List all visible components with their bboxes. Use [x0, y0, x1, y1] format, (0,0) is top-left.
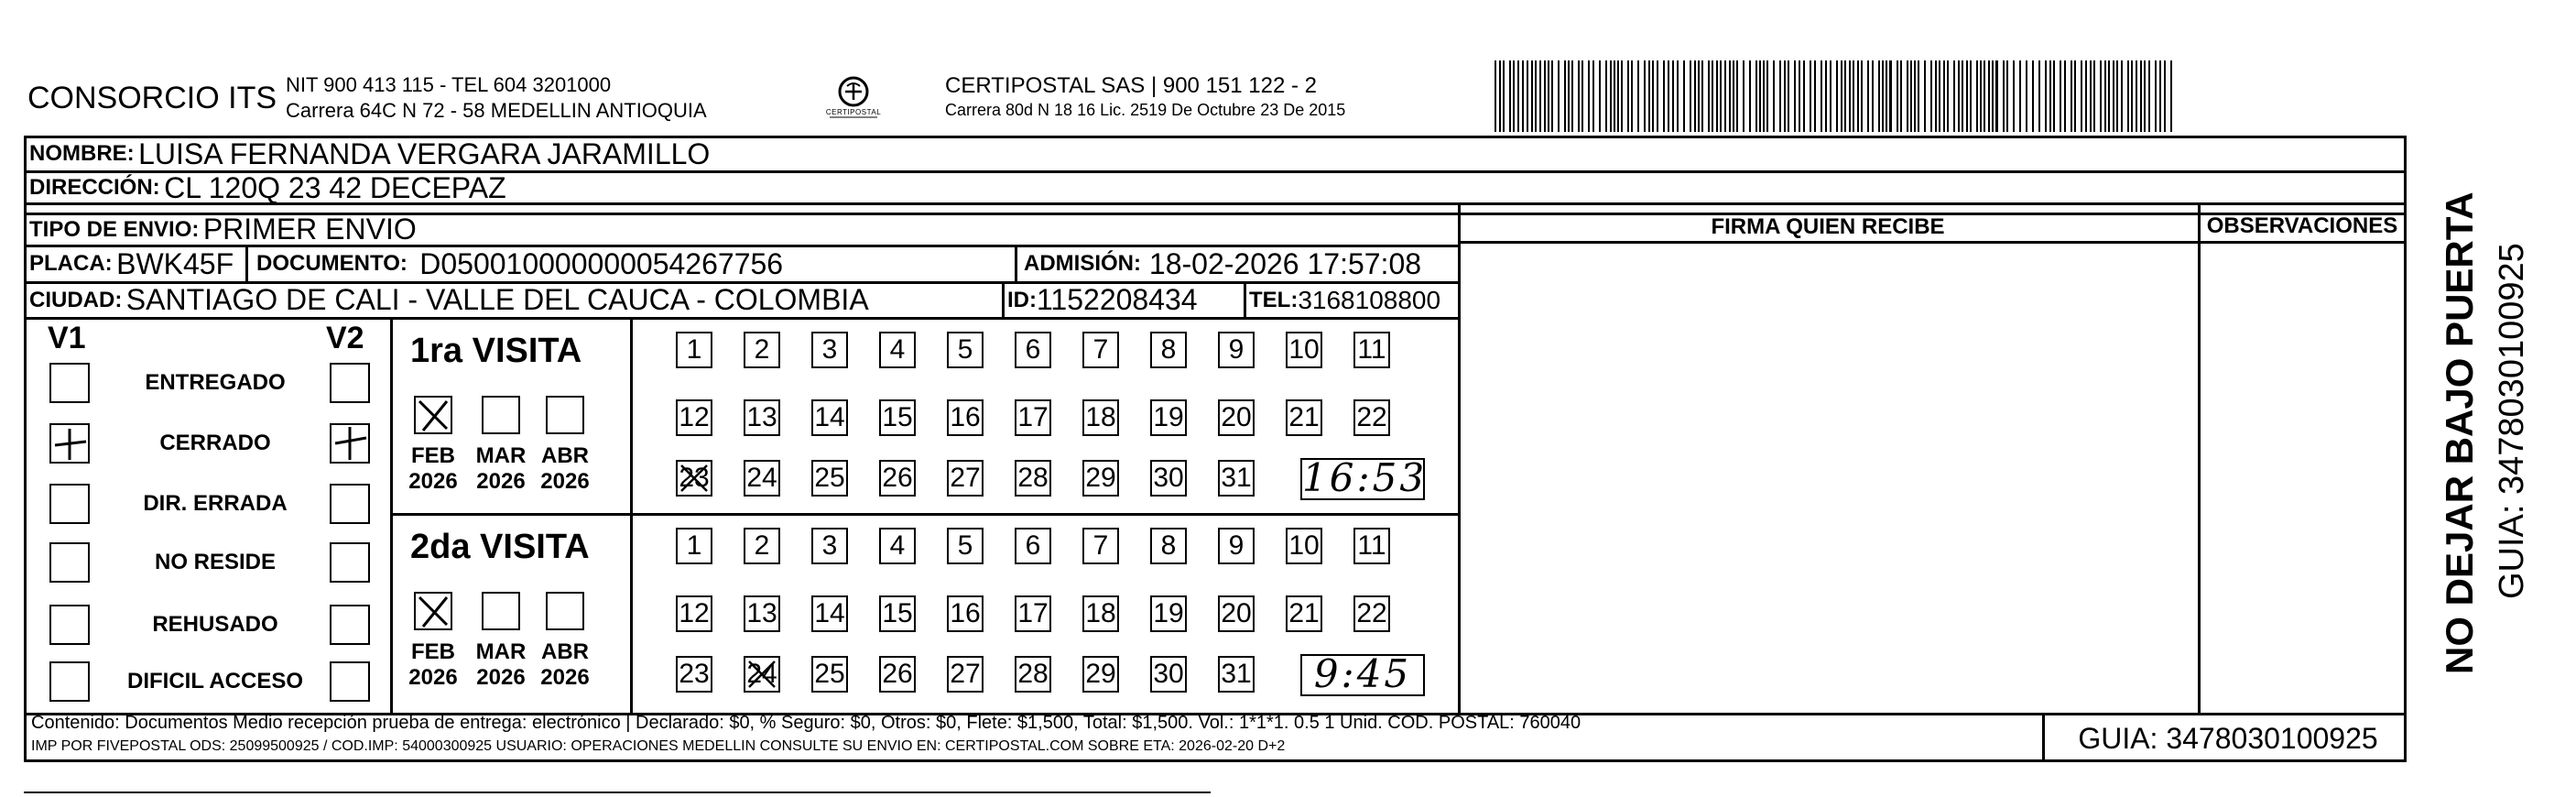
year-label: 2026 — [408, 469, 458, 494]
barcode-bar — [2038, 60, 2040, 132]
barcode-bar — [2155, 60, 2157, 132]
status-label: CERRADO — [159, 431, 271, 455]
day-box[interactable]: 23 — [676, 460, 712, 497]
barcode-bar — [1729, 60, 1731, 132]
barcode-bar — [1720, 60, 1722, 132]
side-warning: NO DEJAR BAJO PUERTA — [2438, 191, 2481, 674]
barcode-bar — [1644, 60, 1646, 132]
day-box[interactable]: 17 — [1015, 595, 1051, 632]
barcode-bar — [1588, 60, 1590, 132]
barcode-bar — [1551, 60, 1553, 132]
barcode-bar — [1853, 60, 1854, 132]
barcode-bar — [2127, 60, 2129, 132]
firma-area[interactable] — [1462, 244, 2196, 711]
barcode-bar — [1900, 60, 1902, 132]
barcode-bar — [1522, 60, 1524, 132]
documento-label: DOCUMENTO: — [256, 251, 408, 276]
month-label: ABR — [541, 639, 589, 664]
day-box[interactable]: 29 — [1082, 656, 1119, 693]
barcode-bar — [1935, 60, 1937, 132]
visit-title: 1ra VISITA — [410, 332, 582, 370]
carrier-info-line2: Carrera 80d N 18 16 Lic. 2519 De Octubre 23 De 2015 — [945, 101, 1346, 119]
barcode-bar — [1652, 60, 1654, 132]
barcode-bar — [1939, 60, 1940, 132]
day-box[interactable]: 5 — [947, 332, 984, 368]
day-box[interactable]: 1 — [676, 528, 712, 564]
year-label: 2026 — [540, 469, 590, 494]
barcode-bar — [2013, 60, 2015, 132]
month-checkbox[interactable] — [414, 396, 452, 434]
barcode-bar — [1943, 60, 1945, 132]
barcode-bar — [1857, 60, 1859, 132]
v2-checkbox[interactable] — [330, 484, 370, 524]
day-box[interactable]: 24 — [744, 460, 780, 497]
year-label: 2026 — [540, 665, 590, 690]
day-box[interactable]: 8 — [1150, 528, 1187, 564]
barcode-bar — [2003, 60, 2005, 132]
barcode-bar — [1558, 60, 1560, 132]
day-box[interactable]: 28 — [1015, 460, 1051, 497]
barcode-bar — [2032, 60, 2034, 132]
barcode-bar — [1872, 60, 1874, 132]
barcode-bar — [2071, 60, 2072, 132]
day-box[interactable]: 9 — [1218, 332, 1255, 368]
barcode-bar — [1992, 60, 1994, 132]
tipo-label: TIPO DE ENVIO: — [29, 216, 200, 242]
day-box[interactable]: 10 — [1286, 332, 1322, 368]
barcode-bar — [1836, 60, 1838, 132]
day-box[interactable]: 9 — [1218, 528, 1255, 564]
tel-row — [1249, 283, 1440, 317]
barcode-bar — [1571, 60, 1573, 132]
barcode-bar — [1958, 60, 1960, 132]
barcode-bar — [1535, 60, 1537, 132]
day-box[interactable]: 20 — [1218, 595, 1255, 632]
visit-time-field[interactable]: 16:53 — [1302, 455, 1428, 500]
day-box[interactable]: 22 — [1353, 595, 1390, 632]
barcode-bar — [1631, 60, 1633, 132]
barcode-bar — [1657, 60, 1658, 132]
barcode-bar — [2090, 60, 2092, 132]
day-box[interactable]: 26 — [879, 656, 916, 693]
barcode-bar — [1773, 60, 1775, 132]
barcode-bar — [1844, 60, 1846, 132]
barcode-bar — [2136, 60, 2137, 132]
barcode-bar — [1980, 60, 1982, 132]
tel-value: 3168108800 — [1298, 285, 1441, 314]
status-label: ENTREGADO — [145, 370, 286, 395]
barcode-bar — [2164, 60, 2166, 132]
barcode-bar — [1810, 60, 1811, 132]
id-label: ID: — [1007, 287, 1037, 312]
v1-checkbox[interactable] — [49, 423, 90, 464]
barcode-bar — [2159, 60, 2161, 132]
v1-checkbox[interactable] — [49, 605, 90, 645]
status-label: DIFICIL ACCESO — [126, 669, 303, 693]
barcode-bar — [1889, 60, 1892, 132]
v1-checkbox[interactable] — [49, 363, 90, 403]
barcode-bar — [2121, 60, 2123, 132]
barcode-bar — [2019, 60, 2021, 132]
day-box[interactable]: 12 — [676, 595, 712, 632]
day-box[interactable]: 19 — [1150, 399, 1187, 436]
day-box[interactable]: 4 — [879, 528, 916, 564]
day-box[interactable]: 14 — [811, 399, 848, 436]
placa-value: BWK45F — [116, 246, 234, 280]
barcode-bar — [1663, 60, 1665, 132]
barcode-bar — [1766, 60, 1768, 132]
barcode-bar — [1907, 60, 1908, 132]
status-label: DIR. ERRADA — [143, 491, 288, 516]
v2-checkbox[interactable] — [330, 605, 370, 645]
barcode-bar — [2144, 60, 2146, 132]
day-box[interactable]: 31 — [1218, 656, 1255, 693]
barcode-bar — [1610, 60, 1612, 132]
barcode-bar — [1779, 60, 1781, 132]
barcode-bar — [1564, 60, 1566, 132]
barcode-bar — [1509, 60, 1511, 132]
barcode-bar — [1627, 60, 1629, 132]
day-box[interactable]: 27 — [947, 656, 984, 693]
month-label: MAR — [475, 639, 527, 664]
barcode-bar — [2085, 60, 2087, 132]
barcode-bar — [2116, 60, 2118, 132]
visit-title: 2da VISITA — [410, 528, 590, 566]
barcode-bar — [2026, 60, 2027, 132]
barcode-bar — [1984, 60, 1985, 132]
barcode-bar — [1527, 60, 1528, 132]
barcode-bar — [2053, 60, 2055, 132]
day-box[interactable]: 5 — [947, 528, 984, 564]
barcode-bar — [2148, 60, 2150, 132]
v1-checkbox[interactable] — [49, 661, 90, 702]
day-box[interactable]: 23 — [676, 656, 712, 693]
month-label: FEB — [411, 443, 455, 468]
month-label: MAR — [475, 443, 527, 468]
day-box[interactable]: 15 — [879, 595, 916, 632]
barcode-bar — [1821, 60, 1822, 132]
certipostal-logo-icon — [817, 71, 890, 128]
barcode-bar — [1995, 60, 1998, 132]
day-box[interactable]: 3 — [811, 332, 848, 368]
contenido-text: Contenido: Documentos Medio recepción prueba de entrega: electrónico | Declarado: $0, % Seguro: $0, Otros: $0, Flete: $1,500, Total: $1,500. Vol.: 1*1*1. 0.5 1 Unid. COD. POSTAL: 760040 — [31, 713, 1581, 733]
month-checkbox[interactable] — [482, 592, 520, 630]
barcode-bar — [1897, 60, 1898, 132]
barcode-bar — [1830, 60, 1831, 132]
barcode-bar — [2100, 60, 2102, 132]
day-box[interactable]: 13 — [744, 595, 780, 632]
footer-guia: GUIA: 3478030100925 — [2078, 722, 2378, 755]
v2-checkbox[interactable] — [330, 542, 370, 583]
day-box[interactable]: 26 — [879, 460, 916, 497]
company-info-line1: NIT 900 413 115 - TEL 604 3201000 — [286, 73, 612, 96]
barcode-bar — [2093, 60, 2095, 132]
v2-label: V2 — [326, 321, 364, 355]
day-box[interactable]: 16 — [947, 595, 984, 632]
barcode-bar — [1743, 60, 1745, 132]
barcode-bar — [1794, 60, 1796, 132]
barcode-bar — [1592, 60, 1594, 132]
barcode-bar — [2113, 60, 2114, 132]
day-box[interactable]: 17 — [1015, 399, 1051, 436]
day-box[interactable]: 13 — [744, 399, 780, 436]
v2-checkbox[interactable] — [330, 661, 370, 702]
day-box[interactable]: 14 — [811, 595, 848, 632]
day-box[interactable]: 2 — [744, 332, 780, 368]
day-box[interactable]: 1 — [676, 332, 712, 368]
observaciones-label: OBSERVACIONES — [2206, 213, 2398, 238]
barcode-bar — [1708, 60, 1710, 132]
barcode-bar — [1690, 60, 1691, 132]
barcode-bar — [1976, 60, 1978, 132]
barcode — [1495, 60, 2181, 132]
barcode-bar — [1668, 60, 1669, 132]
barcode-bar — [1759, 60, 1761, 132]
month-label: FEB — [411, 639, 455, 664]
barcode-bar — [2104, 60, 2106, 132]
company-info-line2: Carrera 64C N 72 - 58 MEDELLIN ANTIOQUIA — [286, 99, 707, 122]
day-box[interactable]: 19 — [1150, 595, 1187, 632]
barcode-bar — [1578, 60, 1580, 132]
barcode-bar — [1924, 60, 1926, 132]
day-box[interactable]: 6 — [1015, 332, 1051, 368]
day-box[interactable]: 22 — [1353, 399, 1390, 436]
placa-row — [29, 246, 234, 281]
year-label: 2026 — [476, 469, 526, 494]
barcode-bar — [1599, 60, 1601, 132]
barcode-bar — [1694, 60, 1696, 132]
day-box[interactable]: 27 — [947, 460, 984, 497]
barcode-bar — [1886, 60, 1887, 132]
day-box[interactable]: 11 — [1353, 332, 1390, 368]
day-box[interactable]: 3 — [811, 528, 848, 564]
barcode-bar — [2140, 60, 2142, 132]
barcode-bar — [1539, 60, 1541, 132]
admision-label: ADMISIÓN: — [1024, 251, 1141, 276]
day-box[interactable]: 8 — [1150, 332, 1187, 368]
day-box[interactable]: 28 — [1015, 656, 1051, 693]
barcode-bar — [2074, 60, 2076, 132]
day-box[interactable]: 24 — [744, 656, 780, 693]
v1-checkbox[interactable] — [49, 542, 90, 583]
admision-row — [1024, 246, 1421, 281]
day-box[interactable]: 25 — [811, 460, 848, 497]
x-mark-icon — [676, 460, 712, 497]
barcode-bar — [1953, 60, 1955, 132]
month-checkbox[interactable] — [546, 592, 584, 630]
month-label: ABR — [541, 443, 589, 468]
day-box[interactable]: 10 — [1286, 528, 1322, 564]
day-box[interactable]: 21 — [1286, 399, 1322, 436]
day-box[interactable]: 12 — [676, 399, 712, 436]
barcode-bar — [1648, 60, 1650, 132]
side-guia: GUIA: 3478030100925 — [2493, 243, 2531, 599]
barcode-bar — [1503, 60, 1505, 132]
day-box[interactable]: 30 — [1150, 656, 1187, 693]
id-row — [1007, 283, 1198, 317]
barcode-bar — [1749, 60, 1751, 132]
barcode-bar — [1825, 60, 1827, 132]
barcode-bar — [1548, 60, 1549, 132]
day-box[interactable]: 15 — [879, 399, 916, 436]
ciudad-label: CIUDAD: — [29, 287, 123, 312]
status-label: NO RESIDE — [154, 550, 277, 574]
barcode-bar — [2006, 60, 2008, 132]
month-checkbox[interactable] — [414, 592, 452, 630]
barcode-bar — [1621, 60, 1623, 132]
direccion-row — [29, 172, 506, 203]
ciudad-row — [29, 283, 869, 317]
barcode-bar — [1544, 60, 1546, 132]
day-box[interactable]: 7 — [1082, 332, 1119, 368]
carrier-info-line1: CERTIPOSTAL SAS | 900 151 122 - 2 — [945, 73, 1317, 98]
barcode-bar — [1970, 60, 1972, 132]
barcode-bar — [1517, 60, 1519, 132]
direccion-label: DIRECCIÓN: — [29, 175, 160, 200]
logo-text: CERTIPOSTAL — [825, 108, 882, 116]
day-box[interactable]: 29 — [1082, 460, 1119, 497]
barcode-bar — [2049, 60, 2051, 132]
x-mark-icon — [416, 594, 451, 628]
day-box[interactable]: 7 — [1082, 528, 1119, 564]
barcode-bar — [1698, 60, 1700, 132]
barcode-bar — [1614, 60, 1615, 132]
barcode-bar — [1724, 60, 1726, 132]
v1-checkbox[interactable] — [49, 484, 90, 524]
barcode-bar — [1947, 60, 1949, 132]
observaciones-area[interactable] — [2201, 244, 2405, 711]
documento-value: D050010000000054267756 — [419, 246, 784, 280]
day-box[interactable]: 11 — [1353, 528, 1390, 564]
year-label: 2026 — [476, 665, 526, 690]
nombre-row — [29, 137, 710, 170]
barcode-bar — [1513, 60, 1515, 132]
barcode-bar — [1605, 60, 1607, 132]
check-mark-icon — [332, 425, 368, 462]
barcode-bar — [1841, 60, 1842, 132]
barcode-bar — [1930, 60, 1932, 132]
barcode-bar — [1672, 60, 1674, 132]
firma-label: FIRMA QUIEN RECIBE — [1711, 214, 1945, 239]
barcode-bar — [1568, 60, 1570, 132]
barcode-bar — [1988, 60, 1990, 132]
barcode-bar — [1867, 60, 1869, 132]
check-mark-icon — [51, 425, 88, 462]
x-mark-icon — [416, 398, 451, 432]
day-box[interactable]: 18 — [1082, 399, 1119, 436]
nombre-value: LUISA FERNANDA VERGARA JARAMILLO — [138, 136, 711, 170]
barcode-bar — [2060, 60, 2061, 132]
visit-time-field[interactable]: 9:45 — [1300, 654, 1425, 696]
barcode-bar — [1861, 60, 1863, 132]
barcode-bar — [1788, 60, 1789, 132]
barcode-bar — [1716, 60, 1718, 132]
placa-label: PLACA: — [29, 251, 113, 276]
barcode-bar — [2108, 60, 2110, 132]
company-name: CONSORCIO ITS — [27, 81, 277, 115]
barcode-bar — [1763, 60, 1765, 132]
day-box[interactable]: 25 — [811, 656, 848, 693]
barcode-bar — [1499, 60, 1501, 132]
barcode-bar — [1683, 60, 1685, 132]
status-label: REHUSADO — [152, 612, 278, 637]
ciudad-value: SANTIAGO DE CALI - VALLE DEL CAUCA - COLOMBIA — [125, 283, 869, 316]
barcode-bar — [1882, 60, 1884, 132]
day-box[interactable]: 31 — [1218, 460, 1255, 497]
barcode-bar — [1736, 60, 1738, 132]
tipo-value: PRIMER ENVIO — [202, 213, 417, 246]
imp-text: IMP POR FIVEPOSTAL ODS: 25099500925 / COD.IMP: 54000300925 USUARIO: OPERACIONES MEDELLIN CONSULTE SU ENVIO EN: CERTIPOSTAL.COM SOBRE ETA: 2026-02-20 D+2 — [31, 738, 1286, 754]
barcode-bar — [1617, 60, 1619, 132]
barcode-bar — [1733, 60, 1734, 132]
barcode-bar — [1755, 60, 1757, 132]
tel-label: TEL: — [1249, 287, 1299, 312]
day-box[interactable]: 16 — [947, 399, 984, 436]
barcode-bar — [2131, 60, 2133, 132]
id-value: 1152208434 — [1037, 283, 1198, 316]
day-box[interactable]: 21 — [1286, 595, 1322, 632]
barcode-bar — [1784, 60, 1786, 132]
barcode-bar — [1918, 60, 1919, 132]
direccion-value: CL 120Q 23 42 DECEPAZ — [164, 170, 506, 204]
barcode-bar — [1677, 60, 1679, 132]
barcode-bar — [1531, 60, 1533, 132]
barcode-bar — [1914, 60, 1916, 132]
barcode-bar — [1803, 60, 1805, 132]
barcode-bar — [1701, 60, 1703, 132]
day-box[interactable]: 6 — [1015, 528, 1051, 564]
barcode-bar — [2045, 60, 2047, 132]
day-box[interactable]: 4 — [879, 332, 916, 368]
barcode-bar — [2064, 60, 2066, 132]
barcode-bar — [1814, 60, 1816, 132]
barcode-bar — [1966, 60, 1968, 132]
year-label: 2026 — [408, 665, 458, 690]
barcode-bar — [1878, 60, 1880, 132]
barcode-bar — [1712, 60, 1713, 132]
barcode-bar — [1910, 60, 1912, 132]
day-box[interactable]: 20 — [1218, 399, 1255, 436]
barcode-bar — [2170, 60, 2172, 132]
day-box[interactable]: 30 — [1150, 460, 1187, 497]
barcode-bar — [1799, 60, 1800, 132]
x-mark-icon — [744, 656, 780, 693]
barcode-bar — [2081, 60, 2082, 132]
month-checkbox[interactable] — [482, 396, 520, 434]
documento-row — [256, 246, 783, 281]
day-box[interactable]: 18 — [1082, 595, 1119, 632]
barcode-bar — [1849, 60, 1851, 132]
tipo-row — [29, 213, 417, 246]
v1-label: V1 — [48, 321, 86, 355]
barcode-bar — [1581, 60, 1583, 132]
barcode-bar — [1962, 60, 1963, 132]
certipostal-logo — [817, 71, 890, 128]
day-box[interactable]: 2 — [744, 528, 780, 564]
v2-checkbox[interactable] — [330, 423, 370, 464]
barcode-bar — [1495, 60, 1496, 132]
month-checkbox[interactable] — [546, 396, 584, 434]
nombre-label: NOMBRE: — [29, 141, 135, 166]
v2-checkbox[interactable] — [330, 363, 370, 403]
admision-value: 18-02-2026 17:57:08 — [1148, 246, 1422, 280]
barcode-bar — [1637, 60, 1639, 132]
